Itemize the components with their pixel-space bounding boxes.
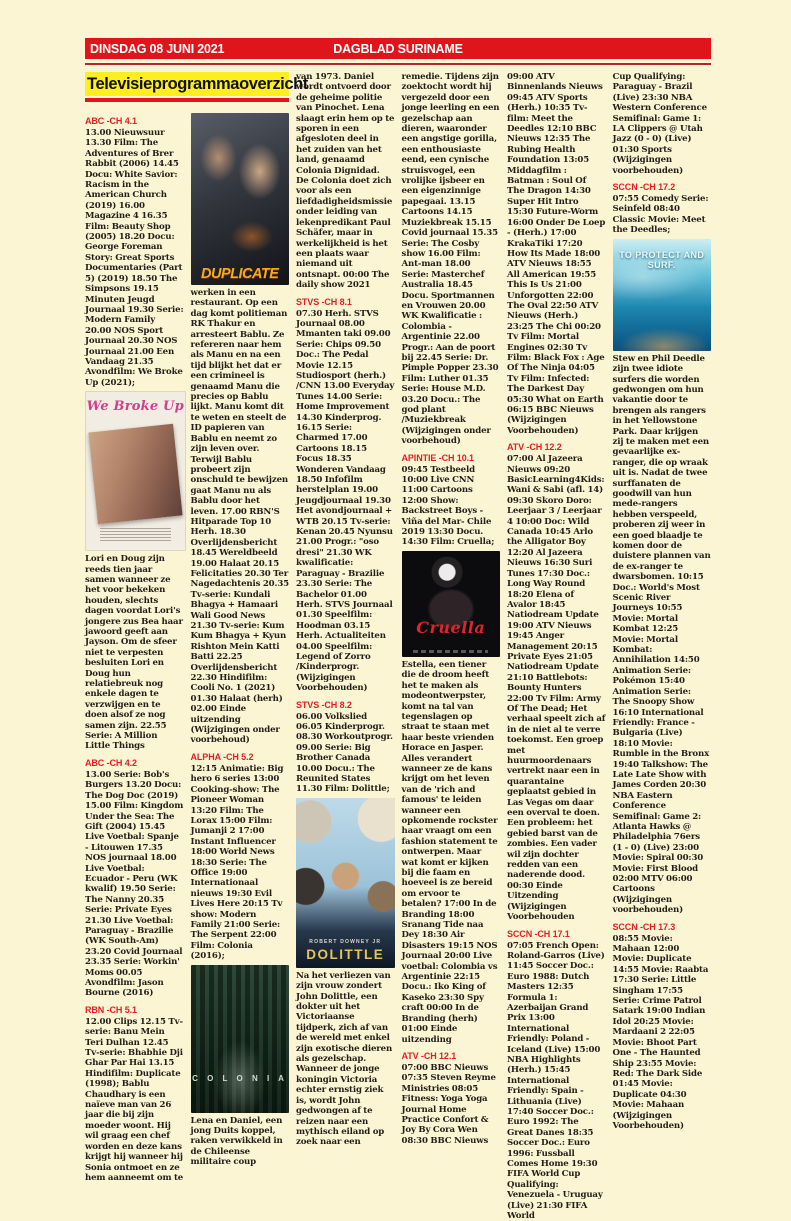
channel-heading: ATV -CH 12.2 bbox=[507, 442, 606, 453]
duplicate-poster bbox=[191, 113, 290, 285]
cruella-poster bbox=[402, 551, 501, 657]
listing-text: 13.00 Serie: Bob's Burgers 13.20 Docu: The Dog Doc (2019) 15.00 Film: Kingdom Under the Sea: The Gift (2004) 15.45 Live Voetbal: Spanje - Litouwen 17.35 NOS journaal 18.00 Live Voetbal: Ecuador - Peru (WK kwalif) 19.50 Serie: The Nanny 20.35 Serie: Private Eyes 21.30 Live Voetbal: Paraguay - Brazilie (WK South-Am) 23.20 Covid Journaal 23.35 Serie: Workin' Moms 00.05 Avondfilm: Jason Bourne (2016) bbox=[85, 770, 184, 999]
listing-text: 07:55 Comedy Serie: Seinfeld 08:40 Classic Movie: Meet the Deedles; bbox=[613, 194, 712, 236]
channel-heading: SCCN -CH 17.1 bbox=[507, 929, 606, 940]
masthead-date: DINSDAG 08 JUNI 2021 bbox=[85, 42, 224, 56]
listing-text: Lena en Daniel, een jong Duits koppel, raken verwikkeld in de Chileense militaire coup bbox=[191, 1116, 290, 1168]
listing-text: 13.00 Nieuwsuur 13.30 Film: The Adventures of Brer Rabbit (2006) 14.45 Docu: White Savior: Racism in the American Church (2019) 16.00 Magazine 4 16.35 Film: Beauty Shop (2005) 18.20 Docu: George Foreman Story: Great Sports Documentaries (Part 5) (2019) 18.50 The Simpsons 19.15 Minuten Jeugd Journaal 19.30 Serie: Modern Family 20.00 NOS Sport Journaal 20.30 NOS Journaal 21.00 Een Vandaag 21.35 Avondfilm: We Broke Up (2021); bbox=[85, 128, 184, 388]
channel-heading: ABC -CH 4.2 bbox=[85, 758, 184, 769]
listing-text: Lori en Doug zijn reeds tien jaar samen wanneer ze het voor bekeken houden, slechts dagen voordat Lori's jongere zus Bea haar jawoord geeft aan Jayson. Om de sfeer niet te verpesten besluiten Lori en Doug hun relatiebreuk nog enkele dagen te verzwijgen en te doen alsof ze nog samen zijn. 22.55 Serie: A Million Little Things bbox=[85, 554, 184, 752]
column-1 bbox=[85, 110, 184, 1221]
listing-text: Estella, een tiener die de droom heeft het te maken als modeontwerpster, komt na tal van tegenslagen op straat te staan met haar beste vrienden Horace en Jasper. Alles verandert wanneer ze de kans krijgt om het leven van de 'rich and famous' te leiden wanneer een opkomende rockster haar vraagt om een fashion statement te ontwerpen. Maar wat komt er kijken bij die faam en hoeveel is ze bereid om ervoor te betalen? 17:00 In de Branding 18:00 Sranang Tide naa Dey 18:30 Air Disasters 19:15 NOS Journaal 20:00 Live voetbal: Colombia vs Argentinie 22:15 Docu.: Iko King of Kaseko 23:30 Spy craft 00:00 In de Branding (herh) 01:00 Einde uitzending bbox=[402, 660, 501, 1045]
column-4 bbox=[402, 72, 501, 1221]
cruella-poster-title: Cruella bbox=[402, 618, 501, 637]
channel-heading: APINTIE -CH 10.1 bbox=[402, 453, 501, 464]
listing-text: 08:55 Movie: Mahaan 12:00 Movie: Duplicate 14:55 Movie: Raabta 17:30 Serie: Little Singham 17:55 Serie: Crime Patrol Satark 19:00 Indian Idol 20:25 Movie: Mardaani 2 22:05 Movie: Bhoot Part One - The Haunted Ship 23:55 Movie: Red: The Dark Side 01:45 Movie: Duplicate 04:30 Movie: Mahaan (Wijzigingen Voorbehouden) bbox=[613, 934, 712, 1132]
listing-text: 07:00 Al Jazeera Nieuws 09:20 BasicLearning4Kids: Wani & Sabi (afl. 14) 09:30 Skoro Doro: Leerjaar 3 / Leerjaar 4 10:00 Doc: Wild Canada 10:45 Arlo the Alligator Boy 12:20 Al Jazeera Nieuws 16:30 Suri Tunes 17:30 Doc.: Long Way Round 18:20 Elena of Avalor 18:45 Natiodream Update 19:00 ATV Nieuws 19:45 Anger Management 20:15 Private Eyes 21:05 Natiodream Update 21:10 Battlebots: Bounty Hunters 22:00 Tv Film: Army Of The Dead; Het verhaal speelt zich af in de niet al te verre toekomst. Een groep met huurmoordenaars vertrekt naar een in quarantaine geplaatst gebied in Las Vegas om daar een overval te doen. Een probleem: het gebied barst van de zombies. Een vader wil zijn dochter redden van een naderende dood. 00:30 Einde Uitzending (Wijzigingen Voorbehouden bbox=[507, 454, 606, 922]
column-3 bbox=[296, 72, 395, 1221]
we-broke-up-poster-title: We Broke Up bbox=[86, 399, 185, 414]
title-underline bbox=[85, 98, 289, 102]
channel-heading: SCCN -CH 17.2 bbox=[613, 182, 712, 193]
listing-text: van 1973. Daniel wordt ontvoerd door de geheime politie van Pinochet. Lena slaagt erin hem op te sporen in een afgesloten deel in het zuiden van het land, genaamd Colonia Dignidad. De Colonia doet zich voor als een liefdadigheidsmissie onder leiding van lekenpredikant Paul Schäfer, maar in werkelijkheid is het een plaats waar niemand uit ontsnapt. 00:00 The daily show 2021 bbox=[296, 72, 395, 291]
listing-text: 07.30 Herh. STVS Journaal 08.00 Mmanten taki 09.00 Serie: Chips 09.50 Doc.: The Pedal Movie 12.15 Studiosport (herh.) /CNN 13.00 Everyday Tunes 14.00 Serie: Home Improvement 14.30 Kinderprog. 16.15 Serie: Charmed 17.00 Cartoons 18.15 Focus 18.35 Wonderen Vandaag 18.50 Infofilm herstelplan 19.00 Jeugdjournaal 19.30 Het avondjournaal + WTB 20.15 Tv-serie: Kenan 20.45 Nyunsu 21.00 Progr.: "oso dresi" 21.30 WK kwalificatie: Paraguay - Brazilie 23.30 Serie: The Bachelor 01.00 Herh. STVS Journaal 01.30 Speelfilm: Hoodman 03.15 Herh. Actualiteiten 04.00 Speelfilm: Legend of Zorro /Kinderprogr. (Wijzigingen Voorbehouden) bbox=[296, 309, 395, 694]
duplicate-poster-title: DUPLICATE bbox=[191, 266, 290, 282]
column-6 bbox=[613, 72, 712, 1221]
we-broke-up-poster bbox=[85, 391, 186, 551]
channel-heading: ATV -CH 12.1 bbox=[402, 1051, 501, 1062]
channel-heading: RBN -CH 5.1 bbox=[85, 1005, 184, 1016]
masthead-rule bbox=[85, 63, 711, 65]
meet-the-deedles-poster bbox=[613, 239, 712, 351]
page-title: Televisieprogrammaoverzicht bbox=[85, 72, 289, 96]
columns-grid bbox=[85, 72, 711, 1221]
masthead-paper-name: DAGBLAD SURINAME bbox=[333, 42, 462, 56]
channel-heading: ABC -CH 4.1 bbox=[85, 116, 184, 127]
listing-text: Cup Qualifying: Paraguay - Brazil (Live) 23:30 NBA Western Conference Semifinal: Game 1: LA Clippers @ Utah Jazz (0 - 0) (Live) 01:30 Sports (Wijzigingen voorbehouden) bbox=[613, 72, 712, 176]
dolittle-poster-subtitle: ROBERT DOWNEY JR bbox=[296, 939, 395, 945]
listing-text: 07:05 French Open: Roland-Garros (Live) 11:45 Soccer Doc.: Euro 1988: Dutch Masters 12:35 Formula 1: Azerbaijan Grand Prix 13:00 International Friendly: Poland - Iceland (Live) 15:00 NBA Highlights (Herh.) 15:45 International Friendly: Spain - Lithuania (Live) 17:40 Soccer Doc.: Euro 1992: The Great Danes 18:35 Soccer Doc.: Euro 1996: Fussball Comes Home 19:30 FIFA World Cup Qualifying: Venezuela - Uruguay (Live) 21:30 FIFA World bbox=[507, 941, 606, 1221]
channel-heading: STVS -CH 8.2 bbox=[296, 700, 395, 711]
title-band bbox=[85, 72, 289, 102]
listing-text: 07:00 BBC Nieuws 07:35 Steven Reyme Ministries 08:05 Fitness: Yoga Yoga Journal Home Practice Confort & Joy By Cora Wen 08:30 BBC Nieuws bbox=[402, 1063, 501, 1146]
listing-text: Stew en Phil Deedle zijn twee idiote surfers die worden gedwongen om hun vakantie door te brengen als rangers in het Yellowstone Park. Daar krijgen zij te maken met een gevaarlijke ex-ranger, die op wraak uit is. Nadat de twee surffanaten de goodwill van hun mede-rangers hebben verspeeld, proberen zij weer in een goed blaadje te komen door de duistere plannen van de ex-ranger te dwarsbomen. 10:15 Doc.: World's Most Scenic River Journeys 10:55 Movie: Mortal Kombat 12:25 Movie: Mortal Kombat: Annihilation 14:50 Animation Serie: Pokémon 15:40 Animation Serie: The Snoopy Show 16:10 International Friendly: France - Bulgaria (Live) 18:10 Movie: Rumble in the Bronx 19:40 Talkshow: The Late Late Show with James Corden 20:30 NBA Eastern Conference Semifinal: Game 2: Atlanta Hawks @ Philadelphia 76ers (1 - 0) (Live) 23:00 Movie: Spiral 00:30 Movie: First Blood 02:00 MTV 06:00 Cartoons (Wijzigingen voorbehouden) bbox=[613, 354, 712, 916]
listing-text: 12:15 Animatie: Big hero 6 series 13:00 Cooking-show: The Pioneer Woman 13:20 Film: The Lorax 15:00 Film: Jumanji 2 17:00 Instant Influencer 18:00 World News 18:30 Serie: The Office 19:00 Internationaal nieuws 19:30 Evil Lives Here 20:15 Tv show: Modern Family 21:00 Serie: The Serpent 22:00 Film: Colonia (2016); bbox=[191, 764, 290, 962]
colonia-poster-title: C O L O N I A bbox=[191, 1074, 290, 1083]
colonia-poster bbox=[191, 965, 290, 1113]
column-5 bbox=[507, 72, 606, 1221]
masthead-bar bbox=[85, 38, 711, 59]
listing-text: 12.00 Clips 12.15 Tv-serie: Banu Mein Teri Dulhan 12.45 Tv-serie: Bhabhie Dji Ghar Par Hai 13.15 Hindifilm: Duplicate (1998); Bablu Chaudhary is een naïeve man van 26 jaar die bij zijn moeder woont. Hij wil graag een chef worden en deze kans krijgt hij wanneer hij Sonia ontmoet en ze hem aanneemt om te bbox=[85, 1017, 184, 1184]
channel-heading: ALPHA -CH 5.2 bbox=[191, 752, 290, 763]
listing-text: 06.00 Volkslied 06.05 Kinderprogr. 08.30 Workoutprogr. 09.00 Serie: Big Brother Canada 10.00 Docu.: The Reunited States 11.30 Film: Dolittle; bbox=[296, 712, 395, 795]
channel-heading: SCCN -CH 17.3 bbox=[613, 922, 712, 933]
listing-text: werken in een restaurant. Op een dag komt politieman RK Thakur en arresteert Bablu. Ze refereren naar hem als Manu en na een tijd blijkt het dat er een crimineel is genaamd Manu die precies op Bablu lijkt. Manu komt dit te weten en steelt de ID papieren van Bablu en neemt zo zijn leven over. Terwijl Bablu probeert zijn onschuld te bewijzen gaat Manu nu als Bablu door het leven. 17.00 RBN'S Hitparade Top 10 Herh. 18.30 Overlijdensbericht 18.45 Wereldbeeld 19.00 Halaat 20.15 Felicitaties 20.30 Ter Nagedachtenis 20.35 Tv-serie: Kundali Bhagya + Hamaari Wali Good News 21.30 Tv-serie: Kum Kum Bhagya + Kyun Rishton Mein Katti Batti 22.25 Overlijdensbericht 22.30 Hindifilm: Cooli No. 1 (2021) 01.30 Halaat (herh) 02.00 Einde uitzending (Wijzigingen onder voorbehoud) bbox=[191, 288, 290, 746]
listing-text: 09:45 Testbeeld 10:00 Live CNN 11:00 Cartoons 12:00 Show: Backstreet Boys - Viña del Mar- Chile 2019 13:30 Docu. 14:30 Film: Cruella; bbox=[402, 465, 501, 548]
dolittle-poster-title: DOLITTLE bbox=[296, 947, 395, 962]
listing-text: remedie. Tijdens zijn zoektocht wordt hij vergezeld door een jonge leerling en een gezelschap aan dieren, waaronder een angstige gorilla, een enthousiaste eend, een cynische struisvogel, een vrolijke ijsbeer en een eigenzinnige papegaai. 13.15 Cartoons 14.15 Muziekbreak 15.15 Covid journaal 15.35 Serie: The Cosby show 16.00 Film: Ant-man 18.00 Serie: Masterchef Australia 18.45 Docu. Sportmannen en Vrouwen 20.00 WK Kwalificatie : Colombia -Argentinie 22.00 Progr.: Aan de poort bij 22.45 Serie: Dr. Pimple Popper 23.30 Film: Luther 01.35 Serie: House M.D. 03.20 Docu.: The god plant /Muziekbreak (Wijzigingen onder voorbehoud) bbox=[402, 72, 501, 447]
column-2 bbox=[191, 110, 290, 1221]
meet-the-deedles-poster-title: TO PROTECT AND SURF. bbox=[613, 250, 712, 270]
dolittle-poster bbox=[296, 798, 395, 968]
listing-text: 09:00 ATV Binnenlands Nieuws 09:45 ATV Sports (Herh.) 10:35 Tv-film: Meet the Deedles 12:10 BBC Nieuws 12:35 The Rubing Health Foundation 13:05 Middagfilm : Batman : Soul Of The Dragon 14:30 Super Hit Intro 15:30 Future-Worm 16:00 Onder De Loep - (Herh.) 17:00 KrakaTiki 17:20 How Its Made 18:00 ATV Nieuws 18:55 All American 19:55 This Is Us 21:00 Unforgotten 22:00 The Oval 22:50 ATV Nieuws (Herh.) 23:25 The Chi 00:20 Tv Film: Mortal Engines 02:30 Tv Film: Black Fox : Age Of The Ninja 04:05 Tv Film: Infected: The Darkest Day 05:30 What on Earth 06:15 BBC Nieuws (Wijzigingen Voorbehouden) bbox=[507, 72, 606, 436]
channel-heading: STVS -CH 8.1 bbox=[296, 297, 395, 308]
listing-text: Na het verliezen van zijn vrouw zondert John Dolittle, een dokter uit het Victoriaanse tijdperk, zich af van de wereld met enkel zijn exotische dieren als gezelschap. Wanneer de jonge koningin Victoria echter ernstig ziek is, wordt John gedwongen af te reizen naar een mythisch eiland op zoek naar een bbox=[296, 971, 395, 1148]
